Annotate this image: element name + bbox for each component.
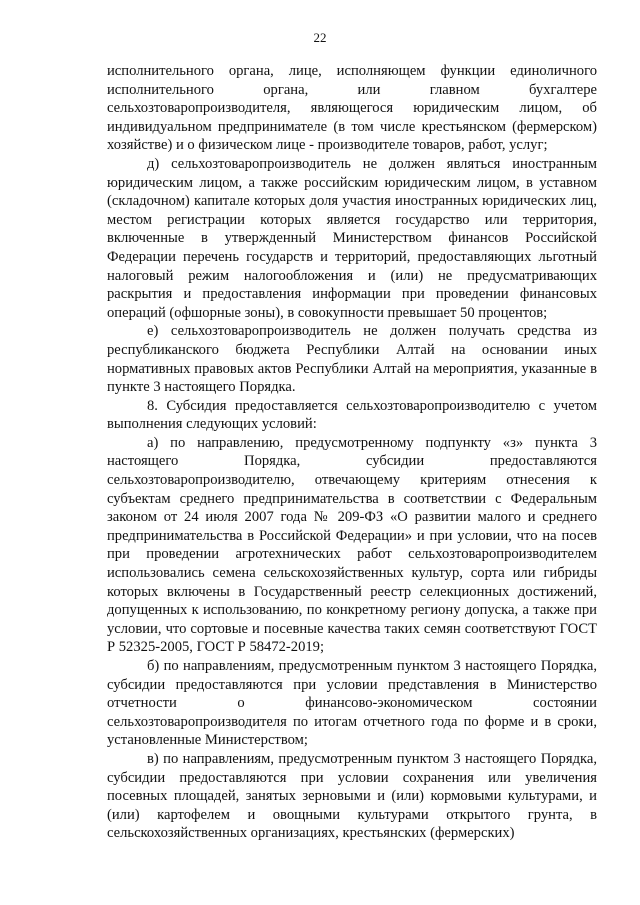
paragraph-d: д) сельхозтоваропроизводитель не должен являться иностранным юридическим лицом, а также российским юридическим лицом, в уставном (складочном) капитале которых доля участия иностранных юридических лиц, местом регистрации которых является государство или территория, включенные в утвержденный Министерством финансов Российской Федерации перечень государств и территорий, предоставляющих льготный налоговый режим налогообложения и (или) не предусматривающих раскрытия и предоставления информации при проведении финансовых операций (офшорные зоны), в совокупности превышает 50 процентов; — [107, 155, 597, 321]
paragraph-continued: исполнительного органа, лице, исполняющем функции единоличного исполнительного органа, или главном бухгалтере сельхозтоваропроизводителя, являющегося юридическим лицом, об индивидуальном предпринимателе (в том числе крестьянском (фермерском) хозяйстве) и о физическом лице - производителе товаров, работ, услуг; — [107, 63, 597, 154]
paragraph-8: 8. Субсидия предоставляется сельхозтоваропроизводителю с учетом выполнения следующих условий: — [107, 397, 597, 433]
document-body — [107, 62, 597, 843]
paragraph-8v: в) по направлениям, предусмотренным пунктом 3 настоящего Порядка, субсидии предоставляются при условии сохранения или увеличения посевных площадей, занятых зерновыми и (или) кормовыми культурами, и (или) картофелем и овощными культурами открытого грунта, в сельскохозяйственных организациях, крестьянских (фермерских) — [107, 750, 597, 842]
page-number: 22 — [313, 30, 327, 45]
paragraph-8a: а) по направлению, предусмотренному подпункту «з» пункта 3 настоящего Порядка, субсидии предоставляются сельхозтоваропроизводителю, отвечающему критериям отнесения к субъектам среднего предпринимательства в соответствии с Федеральным законом от 24 июля 2007 года № 209-ФЗ «О развитии малого и среднего предпринимательства в Российской Федерации» и при условии, что на посев при проведении агротехнических работ сельхозтоваропроизводителем использовались семена сельскохозяйственных культур, сорта или гибриды которых включены в Государственный реестр селекционных достижений, допущенных к использованию, по конкретному региону допуска, а также при условии, что сортовые и посевные качества таких семян соответствуют ГОСТ Р 52325-2005, ГОСТ Р 58472-2019; — [107, 434, 597, 656]
paragraph-e: е) сельхозтоваропроизводитель не должен получать средства из республиканского бюджета Республики Алтай на основании иных нормативных правовых актов Республики Алтай на мероприятия, указанные в пункте 3 настоящего Порядка. — [107, 323, 597, 396]
paragraph-8b: б) по направлениям, предусмотренным пунктом 3 настоящего Порядка, субсидии предоставляются при условии представления в Министерство отчетности о финансово-экономическом состоянии сельхозтоваропроизводителя по итогам отчетного года по форме и в сроки, установленные Министерством; — [107, 658, 597, 749]
